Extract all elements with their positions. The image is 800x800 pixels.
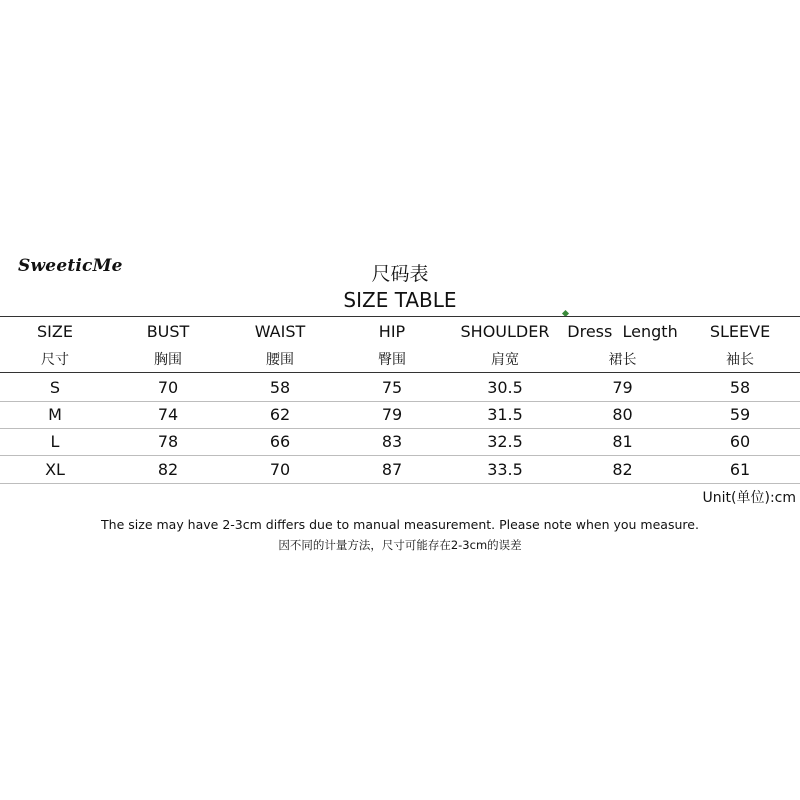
cell-dress-length: 82 <box>612 460 633 479</box>
cell-shoulder: 31.5 <box>487 405 523 424</box>
cell-dress-length: 80 <box>612 405 633 424</box>
header-shoulder: SHOULDER <box>460 322 550 341</box>
measurement-note: The size may have 2-3cm differs due to manual measurement. Please note when you measure. <box>101 517 699 532</box>
cell-bust: 78 <box>157 432 179 451</box>
cell-waist: 70 <box>269 460 291 479</box>
header-size-cn: 尺寸 <box>41 352 69 368</box>
header-shoulder-cn: 肩宽 <box>491 352 519 368</box>
header-hip-cn: 臀围 <box>378 352 406 368</box>
header-dress-length-cn: 裙长 <box>608 352 637 368</box>
page-title-cn: 尺码表 <box>371 263 429 285</box>
cell-dress-length: 79 <box>612 378 633 397</box>
cell-hip: 79 <box>381 405 403 424</box>
cell-waist: 58 <box>269 378 291 397</box>
table-top-border <box>0 316 800 317</box>
cell-hip: 75 <box>381 378 403 397</box>
cell-bust: 70 <box>157 378 179 397</box>
header-hip: HIP <box>378 322 406 341</box>
page-title: SIZE TABLE <box>343 288 457 312</box>
cell-shoulder: 33.5 <box>487 460 523 479</box>
cell-size: S <box>49 378 61 397</box>
cell-shoulder: 32.5 <box>487 432 523 451</box>
cell-sleeve: 61 <box>729 460 751 479</box>
cell-waist: 62 <box>269 405 291 424</box>
cell-size: M <box>48 405 62 424</box>
cell-shoulder: 30.5 <box>487 378 523 397</box>
table-row <box>0 456 800 484</box>
table-row <box>0 401 800 429</box>
cell-waist: 66 <box>269 432 291 451</box>
brand-logo: SweeticMe <box>18 256 123 276</box>
header-sleeve-cn: 袖长 <box>726 352 754 368</box>
header-waist: WAIST <box>254 322 306 341</box>
measurement-note-cn: 因不同的计量方法，尺寸可能存在2-3cm的误差 <box>278 538 522 552</box>
cell-size: XL <box>45 460 65 479</box>
cell-hip: 83 <box>381 432 403 451</box>
cell-hip: 87 <box>381 460 403 479</box>
header-row-cn <box>0 346 800 374</box>
cell-sleeve: 59 <box>729 405 751 424</box>
cell-sleeve: 60 <box>729 432 751 451</box>
unit-label: Unit(单位):cm <box>702 490 796 506</box>
header-sleeve: SLEEVE <box>709 322 771 341</box>
table-row <box>0 428 800 456</box>
cell-bust: 82 <box>157 460 179 479</box>
header-bust: BUST <box>146 322 190 341</box>
cell-dress-length: 81 <box>612 432 633 451</box>
header-row-en <box>0 318 800 346</box>
cell-size: L <box>50 432 60 451</box>
header-waist-cn: 腰围 <box>266 352 294 368</box>
header-dress-length: Dress Length <box>567 322 678 341</box>
cell-bust: 74 <box>157 405 179 424</box>
header-bust-cn: 胸围 <box>154 352 182 368</box>
cell-sleeve: 58 <box>729 378 751 397</box>
header-size: SIZE <box>37 322 73 341</box>
table-row <box>0 374 800 402</box>
